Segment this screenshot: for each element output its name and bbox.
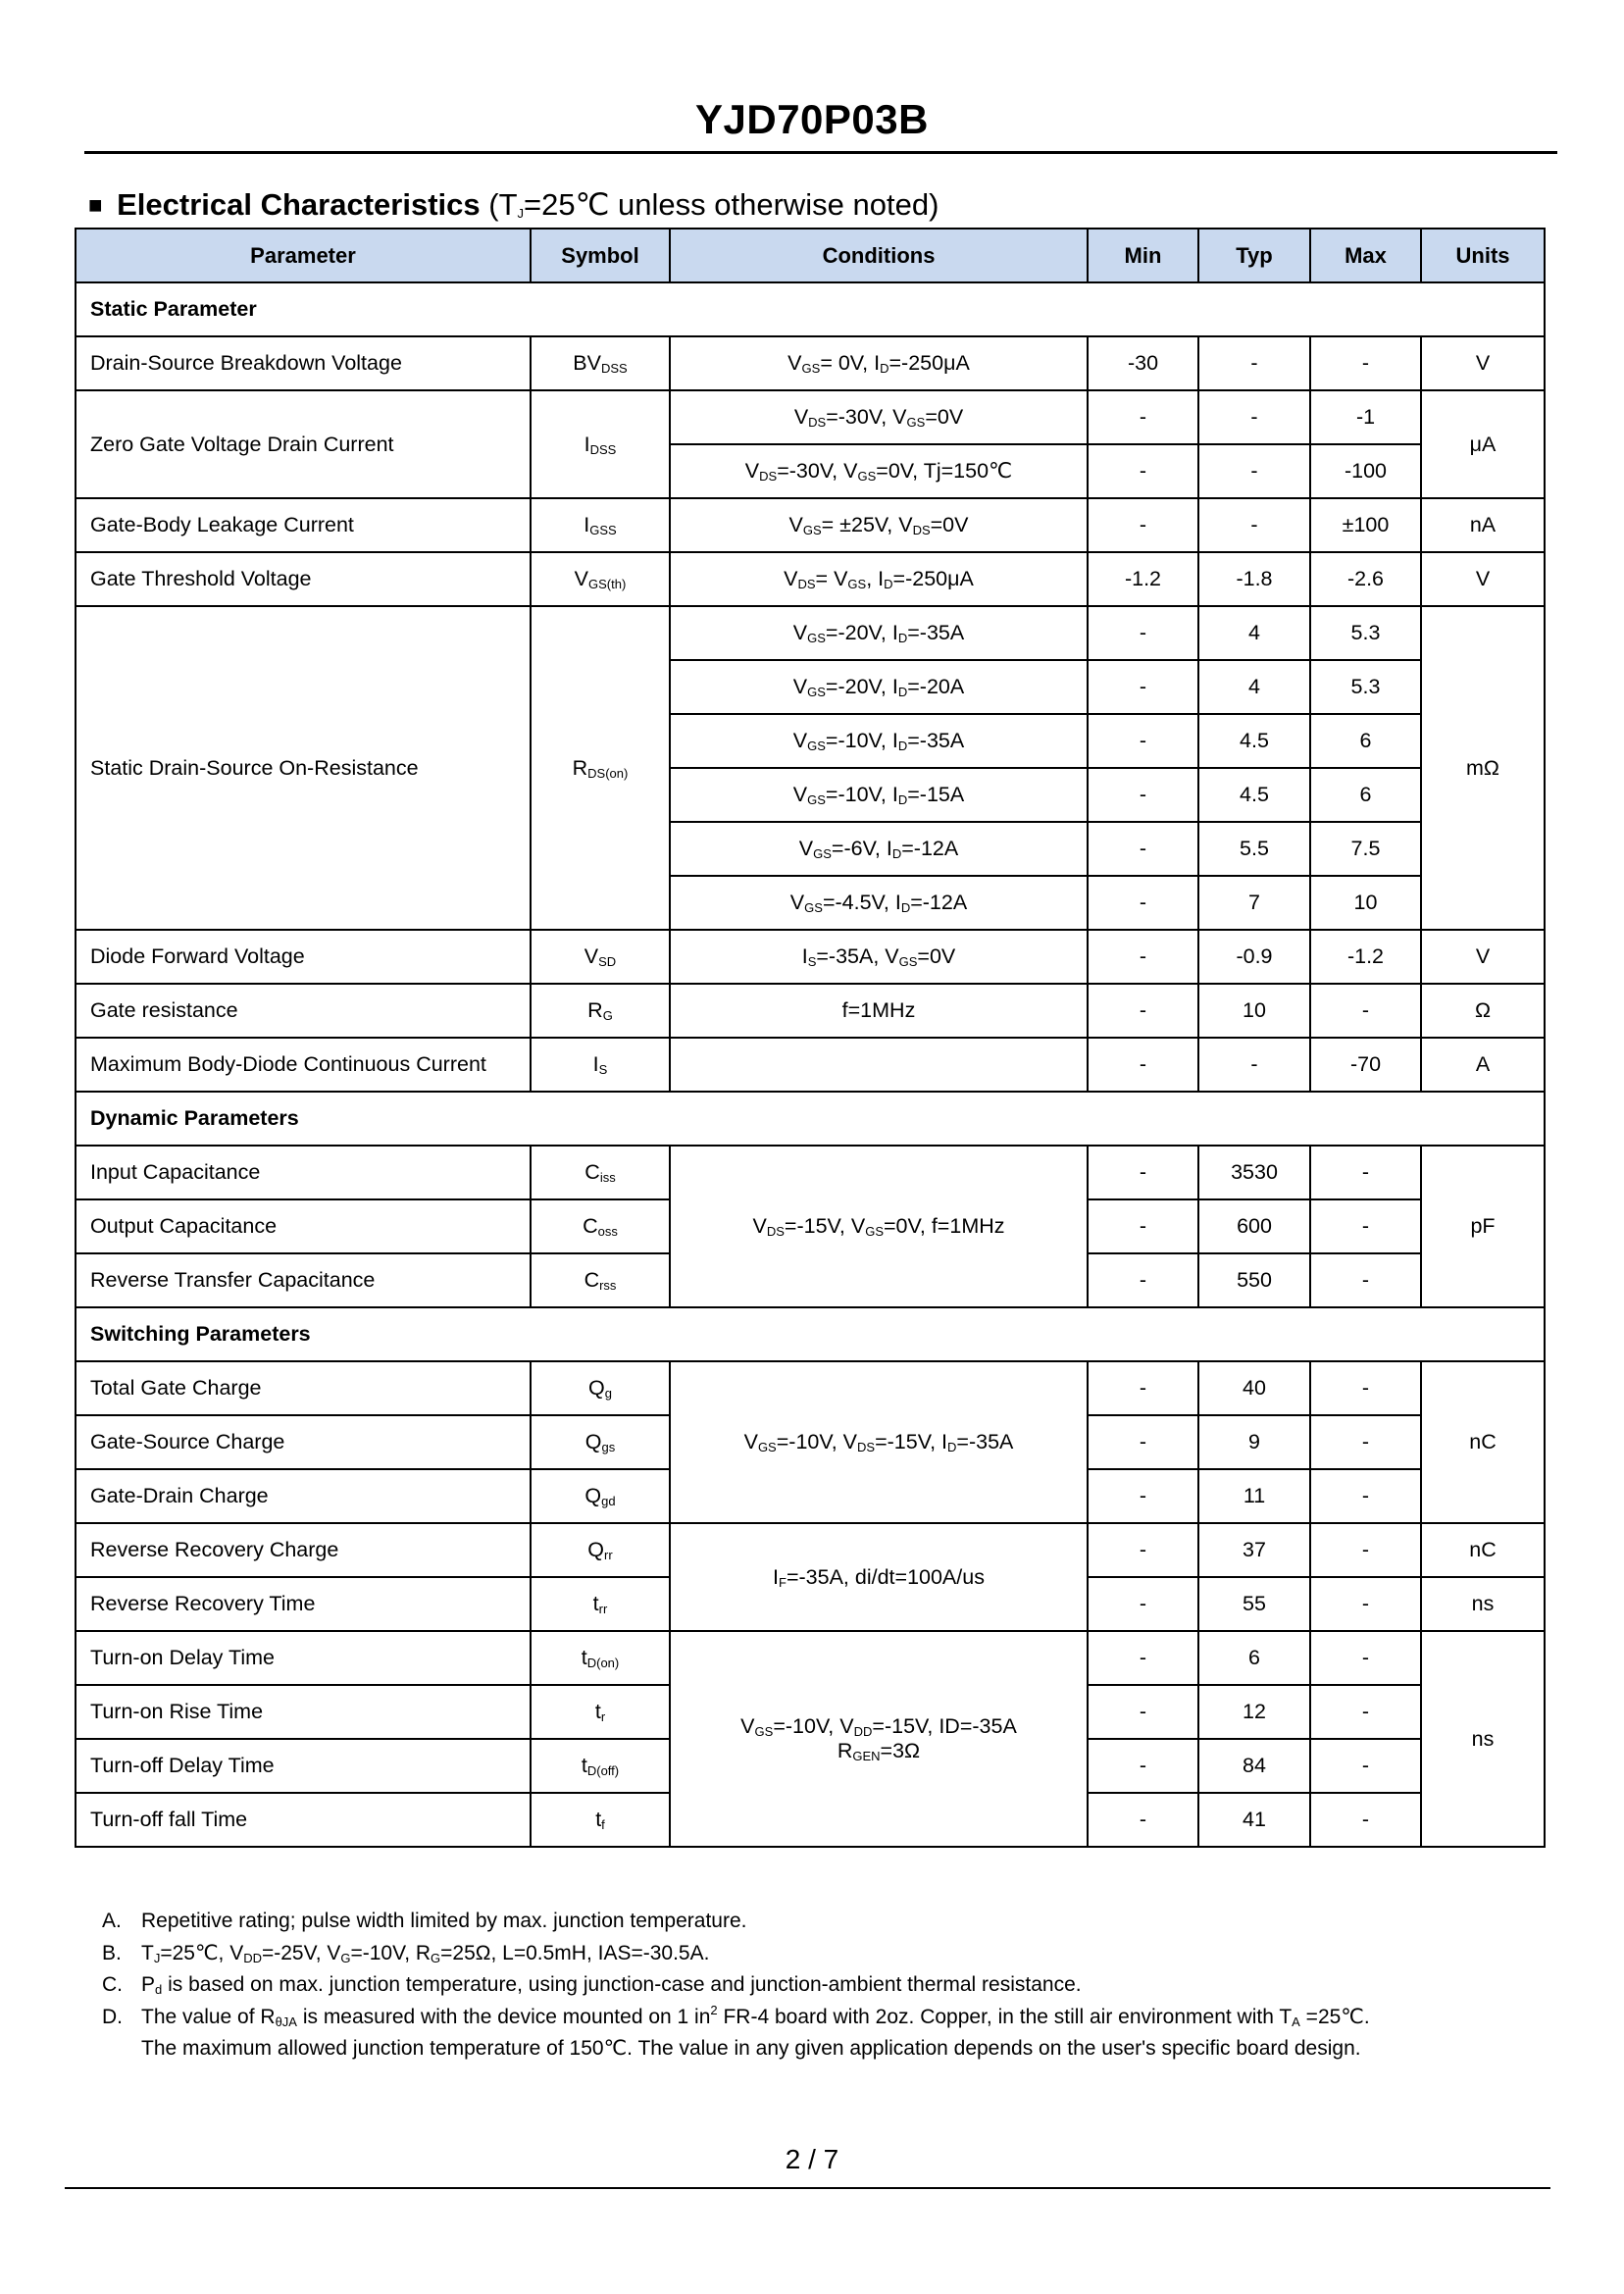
section-condition: ($T_J=25℃$ unless otherwise noted)	[488, 187, 939, 222]
footnote-letter: C.	[102, 1973, 123, 1996]
units-cell: ns	[1421, 1577, 1545, 1631]
typ-cell: 3530	[1198, 1146, 1310, 1199]
section-heading	[88, 187, 939, 223]
typ-cell: 4.5	[1198, 768, 1310, 822]
footer-divider	[65, 2187, 1550, 2189]
footnote	[102, 2033, 1544, 2065]
symbol-cell: $Q_g$	[531, 1361, 670, 1415]
footnote-letter: B.	[102, 1941, 122, 1964]
min-cell: -30	[1088, 336, 1198, 390]
max-cell: -	[1310, 1199, 1421, 1253]
symbol-cell: $V_{GS(th)}$	[531, 552, 670, 606]
conditions-cell: f=1MHz	[670, 984, 1088, 1038]
min-cell: -	[1088, 1793, 1198, 1847]
conditions-cell: $V_{GS}=-4.5V$, $I_D=-12A$	[670, 876, 1088, 930]
symbol-cell: $I_{DSS}$	[531, 390, 670, 498]
min-cell: -	[1088, 1038, 1198, 1092]
symbol-cell: $t_{D(off)}$	[531, 1739, 670, 1793]
symbol-cell: $t_{rr}$	[531, 1577, 670, 1631]
typ-cell: -	[1198, 1038, 1310, 1092]
min-cell: -	[1088, 768, 1198, 822]
symbol-cell: $R_{DS(on)}$	[531, 606, 670, 930]
min-cell: -	[1088, 606, 1198, 660]
section-row	[76, 1307, 1545, 1361]
parameter-cell: Reverse Recovery Charge	[76, 1523, 531, 1577]
section-label: Switching Parameters	[76, 1307, 1545, 1361]
min-cell: -	[1088, 498, 1198, 552]
typ-cell: 37	[1198, 1523, 1310, 1577]
units-cell: V	[1421, 336, 1545, 390]
parameter-cell: Output Capacitance	[76, 1199, 531, 1253]
min-cell: -	[1088, 444, 1198, 498]
parameter-cell: Turn-off fall Time	[76, 1793, 531, 1847]
footnote-letter: A.	[102, 1910, 122, 1932]
min-cell: -	[1088, 984, 1198, 1038]
max-cell: -	[1310, 1685, 1421, 1739]
min-cell: -	[1088, 660, 1198, 714]
parameter-cell: Turn-on Rise Time	[76, 1685, 531, 1739]
conditions-cell	[670, 1038, 1088, 1092]
typ-cell: 600	[1198, 1199, 1310, 1253]
max-cell: 6	[1310, 768, 1421, 822]
footnote	[102, 1969, 1544, 2002]
max-cell: -1.2	[1310, 930, 1421, 984]
max-cell: -	[1310, 1739, 1421, 1793]
typ-cell: 9	[1198, 1415, 1310, 1469]
symbol-cell: $Q_{gd}$	[531, 1469, 670, 1523]
typ-cell: 4	[1198, 660, 1310, 714]
table-row	[76, 336, 1545, 390]
conditions-cell: $V_{GS}=-10V$, $I_D=-15A$	[670, 768, 1088, 822]
section-label: Static Parameter	[76, 282, 1545, 336]
conditions-cell: $V_{GS}=-10V$, $I_D=-35A$	[670, 714, 1088, 768]
max-cell: -70	[1310, 1038, 1421, 1092]
footnotes	[102, 1906, 1544, 2065]
parameter-cell: Diode Forward Voltage	[76, 930, 531, 984]
header-min: Min	[1088, 229, 1198, 282]
min-cell: -1.2	[1088, 552, 1198, 606]
typ-cell: 84	[1198, 1739, 1310, 1793]
conditions-cell: $V_{GS}=-10V$, $V_{DS}=-15V$, $I_D=-35A$	[670, 1361, 1088, 1523]
typ-cell: -	[1198, 444, 1310, 498]
typ-cell: 10	[1198, 984, 1310, 1038]
header-symbol: Symbol	[531, 229, 670, 282]
typ-cell: 5.5	[1198, 822, 1310, 876]
min-cell: -	[1088, 1631, 1198, 1685]
section-label: Dynamic Parameters	[76, 1092, 1545, 1146]
max-cell: -	[1310, 1577, 1421, 1631]
max-cell: -	[1310, 1361, 1421, 1415]
typ-cell: 550	[1198, 1253, 1310, 1307]
max-cell: 10	[1310, 876, 1421, 930]
table-row	[76, 1146, 1545, 1199]
units-cell: nC	[1421, 1523, 1545, 1577]
table-row	[76, 930, 1545, 984]
max-cell: -	[1310, 1253, 1421, 1307]
units-cell: ns	[1421, 1631, 1545, 1847]
page-number: 2 / 7	[785, 2144, 839, 2174]
header-max: Max	[1310, 229, 1421, 282]
max-cell: ±100	[1310, 498, 1421, 552]
typ-cell: -	[1198, 336, 1310, 390]
conditions-cell: $V_{DS}=-30V$, $V_{GS}=0V$	[670, 390, 1088, 444]
max-cell: -1	[1310, 390, 1421, 444]
table-row	[76, 1523, 1545, 1577]
header-conditions: Conditions	[670, 229, 1088, 282]
footnote-text: The value of $R_{\theta JA}$ is measured with the device mounted on 1 $in^2$ FR-4 board with 2oz. Copper, in the still air environment with $T_A$ =25℃.	[141, 2002, 1370, 2029]
footnote-letter: D.	[102, 2005, 123, 2028]
square-bullet-icon: ■	[88, 192, 103, 219]
table-row	[76, 984, 1545, 1038]
header-typ: Typ	[1198, 229, 1310, 282]
min-cell: -	[1088, 390, 1198, 444]
min-cell: -	[1088, 1199, 1198, 1253]
min-cell: -	[1088, 1523, 1198, 1577]
symbol-cell: $BV_{DSS}$	[531, 336, 670, 390]
units-cell: mΩ	[1421, 606, 1545, 930]
max-cell: -	[1310, 984, 1421, 1038]
typ-cell: 12	[1198, 1685, 1310, 1739]
title-divider	[84, 151, 1557, 154]
typ-cell: 55	[1198, 1577, 1310, 1631]
section-row	[76, 282, 1545, 336]
max-cell: -	[1310, 336, 1421, 390]
footnote-text: Repetitive rating; pulse width limited by max. junction temperature.	[141, 1910, 747, 1932]
typ-cell: 41	[1198, 1793, 1310, 1847]
typ-cell: 11	[1198, 1469, 1310, 1523]
parameter-cell: Gate-Source Charge	[76, 1415, 531, 1469]
max-cell: 5.3	[1310, 606, 1421, 660]
min-cell: -	[1088, 822, 1198, 876]
symbol-cell: $t_f$	[531, 1793, 670, 1847]
table-row	[76, 552, 1545, 606]
units-cell: V	[1421, 930, 1545, 984]
table-row	[76, 1038, 1545, 1092]
table-row	[76, 1361, 1545, 1415]
typ-cell: 4	[1198, 606, 1310, 660]
conditions-cell: $I_S=-35A$, $V_{GS}=0V$	[670, 930, 1088, 984]
section-row	[76, 1092, 1545, 1146]
min-cell: -	[1088, 714, 1198, 768]
min-cell: -	[1088, 1469, 1198, 1523]
max-cell: -	[1310, 1146, 1421, 1199]
footnote-letter	[102, 2033, 141, 2065]
conditions-cell: $V_{DS}=-30V$, $V_{GS}=0V$, Tj=150℃	[670, 444, 1088, 498]
max-cell: -	[1310, 1415, 1421, 1469]
symbol-cell: $R_G$	[531, 984, 670, 1038]
footnote	[102, 1938, 1544, 1970]
min-cell: -	[1088, 1361, 1198, 1415]
parameter-cell: Drain-Source Breakdown Voltage	[76, 336, 531, 390]
document-title: YJD70P03B	[695, 96, 929, 142]
conditions-cell: $V_{GS}=-20V$, $I_D=-20A$	[670, 660, 1088, 714]
typ-cell: 7	[1198, 876, 1310, 930]
max-cell: -	[1310, 1793, 1421, 1847]
max-cell: -	[1310, 1469, 1421, 1523]
typ-cell: -1.8	[1198, 552, 1310, 606]
typ-cell: 40	[1198, 1361, 1310, 1415]
parameter-cell: Total Gate Charge	[76, 1361, 531, 1415]
header-parameter: Parameter	[76, 229, 531, 282]
section-title: Electrical Characteristics	[117, 187, 481, 222]
parameter-cell: Gate resistance	[76, 984, 531, 1038]
min-cell: -	[1088, 1739, 1198, 1793]
conditions-cell: $V_{GS}=-20V$, $I_D=-35A$	[670, 606, 1088, 660]
symbol-cell: $C_{rss}$	[531, 1253, 670, 1307]
parameter-cell: Zero Gate Voltage Drain Current	[76, 390, 531, 498]
footnote	[102, 2002, 1544, 2034]
footnote-text: $T_J=25℃$, $V_{DD}=-25V$, $V_G=-10V$, $R_G=25\Omega$, L=0.5mH, IAS=-30.5A.	[141, 1941, 710, 1965]
units-cell: A	[1421, 1038, 1545, 1092]
table-row	[76, 390, 1545, 444]
max-cell: 7.5	[1310, 822, 1421, 876]
parameter-cell: Turn-off Delay Time	[76, 1739, 531, 1793]
min-cell: -	[1088, 1415, 1198, 1469]
footnote	[102, 1906, 1544, 1938]
table-row	[76, 606, 1545, 660]
units-cell: Ω	[1421, 984, 1545, 1038]
footnote-text: $P_d$ is based on max. junction temperature, using junction-case and junction-ambient thermal resistance.	[141, 1973, 1082, 1997]
units-cell: V	[1421, 552, 1545, 606]
typ-cell: 4.5	[1198, 714, 1310, 768]
min-cell: -	[1088, 1577, 1198, 1631]
typ-cell: -0.9	[1198, 930, 1310, 984]
footnote-text: The maximum allowed junction temperature of 150℃. The value in any given application depends on the user's specific board design.	[141, 2037, 1361, 2060]
conditions-cell: $V_{GS}= \pm 25V$, $V_{DS}=0V$	[670, 498, 1088, 552]
min-cell: -	[1088, 1146, 1198, 1199]
units-cell: pF	[1421, 1146, 1545, 1307]
parameter-cell: Gate-Body Leakage Current	[76, 498, 531, 552]
parameter-cell: Input Capacitance	[76, 1146, 531, 1199]
parameter-cell: Turn-on Delay Time	[76, 1631, 531, 1685]
parameter-cell: Gate Threshold Voltage	[76, 552, 531, 606]
symbol-cell: $I_{GSS}$	[531, 498, 670, 552]
typ-cell: -	[1198, 390, 1310, 444]
header-row	[76, 229, 1545, 282]
parameter-cell: Reverse Recovery Time	[76, 1577, 531, 1631]
symbol-cell: $I_S$	[531, 1038, 670, 1092]
max-cell: -2.6	[1310, 552, 1421, 606]
max-cell: 5.3	[1310, 660, 1421, 714]
symbol-cell: $C_{iss}$	[531, 1146, 670, 1199]
parameter-cell: Static Drain-Source On-Resistance	[76, 606, 531, 930]
header-units: Units	[1421, 229, 1545, 282]
units-cell: nC	[1421, 1361, 1545, 1523]
table-row	[76, 498, 1545, 552]
symbol-cell: $Q_{rr}$	[531, 1523, 670, 1577]
typ-cell: -	[1198, 498, 1310, 552]
typ-cell: 6	[1198, 1631, 1310, 1685]
max-cell: 6	[1310, 714, 1421, 768]
max-cell: -	[1310, 1523, 1421, 1577]
max-cell: -100	[1310, 444, 1421, 498]
symbol-cell: $t_r$	[531, 1685, 670, 1739]
parameter-cell: Maximum Body-Diode Continuous Current	[76, 1038, 531, 1092]
units-cell: μA	[1421, 390, 1545, 498]
symbol-cell: $C_{oss}$	[531, 1199, 670, 1253]
symbol-cell: $Q_{gs}$	[531, 1415, 670, 1469]
conditions-cell: $V_{DS}= V_{GS}$, $I_D=-250\mu A$	[670, 552, 1088, 606]
conditions-cell: $I_F=-35A$, di/dt=100A/us	[670, 1523, 1088, 1631]
conditions-cell: $V_{DS}=-15V$, $V_{GS}=0V$, f=1MHz	[670, 1146, 1088, 1307]
min-cell: -	[1088, 930, 1198, 984]
electrical-characteristics-table	[75, 228, 1546, 1848]
table-row	[76, 1631, 1545, 1685]
max-cell: -	[1310, 1631, 1421, 1685]
parameter-cell: Gate-Drain Charge	[76, 1469, 531, 1523]
parameter-cell: Reverse Transfer Capacitance	[76, 1253, 531, 1307]
conditions-cell: $V_{GS}= 0V$, $I_D=-250\mu A$	[670, 336, 1088, 390]
units-cell: nA	[1421, 498, 1545, 552]
conditions-cell: $V_{GS}=-6V$, $I_D=-12A$	[670, 822, 1088, 876]
min-cell: -	[1088, 876, 1198, 930]
symbol-cell: $t_{D(on)}$	[531, 1631, 670, 1685]
min-cell: -	[1088, 1253, 1198, 1307]
min-cell: -	[1088, 1685, 1198, 1739]
symbol-cell: $V_{SD}$	[531, 930, 670, 984]
conditions-cell: $V_{GS}=-10V$, $V_{DD}=-15V$, ID=-35A $R_{GEN}=3\Omega$	[670, 1631, 1088, 1847]
